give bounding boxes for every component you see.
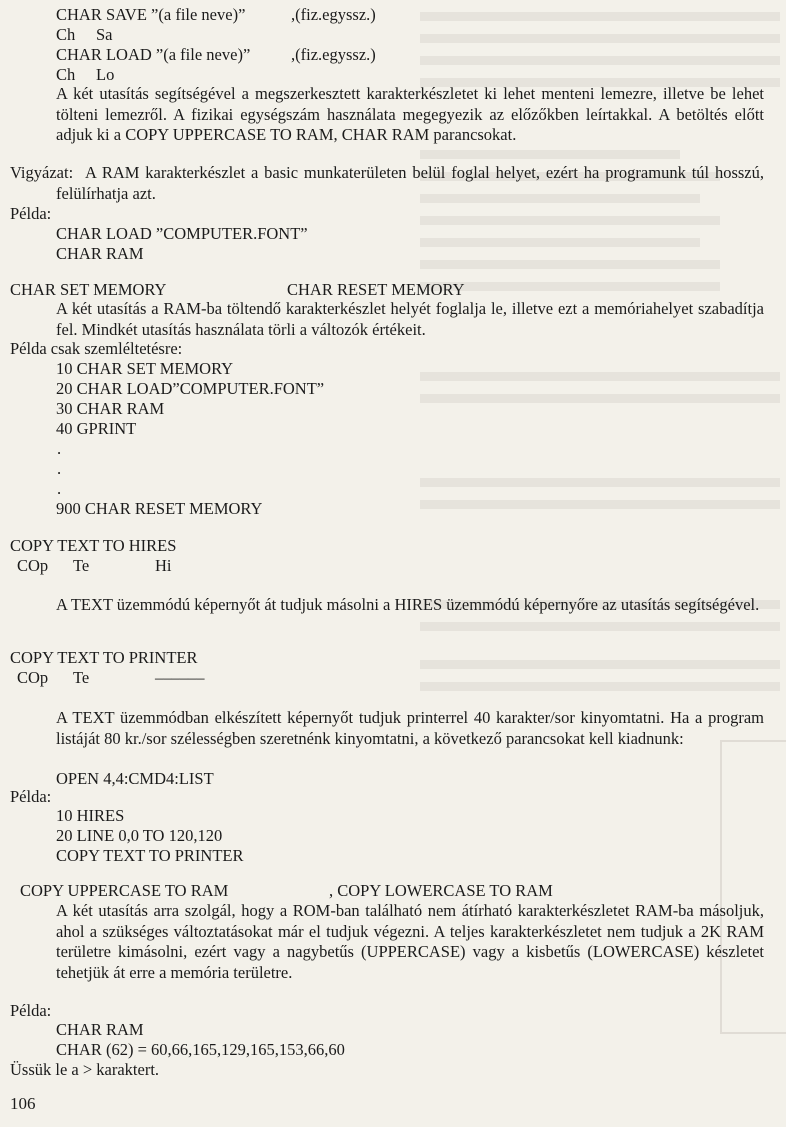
- code-line: 10 HIRES: [56, 806, 125, 825]
- code-line: OPEN 4,4:CMD4:LIST: [56, 769, 214, 788]
- uppercase-paragraph: A két utasítás arra szolgál, hogy a ROM-ban található nem átírható karakterkészletet RAM-ba másoljuk, ahol a szükséges változtatásokat már el tudjuk végezni. A teljes karakterkészletet nem tudjuk a 2K RAM területre kimásolni, ezért vagy a nagybetűs (UPPERCASE) vagy a kisbetűs (LOWERCASE) készletet tehetjük át erre a memória területre.: [56, 901, 764, 982]
- code-line: CHAR RAM: [56, 244, 144, 263]
- abbreviation: ––––––: [155, 668, 205, 687]
- char-save-param: ,(fiz.egyssz.): [291, 5, 376, 24]
- code-line: CHAR LOAD ”COMPUTER.FONT”: [56, 224, 308, 243]
- char-load-param: ,(fiz.egyssz.): [291, 45, 376, 64]
- ellipsis-dot: .: [57, 439, 62, 458]
- section-heading: COPY TEXT TO PRINTER: [10, 648, 198, 667]
- ellipsis-dot: .: [57, 459, 62, 478]
- code-line: 20 LINE 0,0 TO 120,120: [56, 826, 223, 845]
- code-line: 10 CHAR SET MEMORY: [56, 359, 234, 378]
- printer-paragraph: A TEXT üzemmódban elkészített képernyőt tudjuk printerrel 40 karakter/sor kinyomtatni. Ha a program listáját 80 kr./sor szélességben szeretnénk kinyomtatni, a következő parancsokat kell kiadnunk:: [56, 708, 764, 748]
- example-label: Példa:: [10, 204, 52, 223]
- example-label: Példa csak szemléltetésre:: [10, 339, 183, 358]
- ellipsis-dot: .: [57, 479, 62, 498]
- char-save-abbr-b: Sa: [96, 25, 113, 44]
- code-line: 900 CHAR RESET MEMORY: [56, 499, 263, 518]
- page-number: 106: [10, 1094, 36, 1113]
- memory-paragraph: A két utasítás a RAM-ba töltendő karakterkészlet helyét foglalja le, illetve ezt a memóriahelyet szabadítja fel. Mindkét utasítás használata törli a változók értékeit.: [56, 299, 764, 339]
- abbreviation: COp: [17, 668, 49, 687]
- section-heading: , COPY LOWERCASE TO RAM: [329, 881, 553, 900]
- section-heading: COPY UPPERCASE TO RAM: [20, 881, 229, 900]
- section-heading: CHAR RESET MEMORY: [287, 280, 465, 299]
- char-save-load-paragraph: A két utasítás segítségével a megszerkesztett karakterkészletet ki lehet menteni lemezre, illetve be lehet tölteni lemezről. A fizikai egységszám használata megegyezik az előzőkben leírtakkal. A betöltés előtt adjuk ki a COPY UPPERCASE TO RAM, CHAR RAM parancsokat.: [56, 84, 764, 144]
- char-load-abbr: Ch: [56, 65, 76, 84]
- section-heading: COPY TEXT TO HIRES: [10, 536, 177, 555]
- code-line: 20 CHAR LOAD”COMPUTER.FONT”: [56, 379, 325, 398]
- abbreviation: Te: [73, 668, 90, 687]
- code-line: COPY TEXT TO PRINTER: [56, 846, 244, 865]
- warning-text: A RAM karakterkészlet a basic munkaterületen belül foglal helyet, ezért ha programunk túl hosszú, felülírhatja azt.: [56, 163, 764, 203]
- char-load-abbr-b: Lo: [96, 65, 115, 84]
- char-save-abbr: Ch: [56, 25, 76, 44]
- warning-label: Vigyázat:: [10, 163, 74, 182]
- char-save-syntax: CHAR SAVE ”(a file neve)”: [56, 5, 246, 24]
- section-heading: CHAR SET MEMORY: [10, 280, 167, 299]
- closing-line: Üssük le a > karaktert.: [10, 1060, 160, 1079]
- code-line: CHAR (62) = 60,66,165,129,165,153,66,60: [56, 1040, 345, 1059]
- abbreviation: Te: [73, 556, 90, 575]
- code-line: CHAR RAM: [56, 1020, 144, 1039]
- hires-paragraph: A TEXT üzemmódú képernyőt át tudjuk másolni a HIRES üzemmódú képernyőre az utasítás segítségével.: [56, 595, 760, 614]
- char-load-syntax: CHAR LOAD ”(a file neve)”: [56, 45, 251, 64]
- example-label: Példa:: [10, 787, 52, 806]
- code-line: 40 GPRINT: [56, 419, 137, 438]
- abbreviation: COp: [17, 556, 49, 575]
- example-label: Példa:: [10, 1001, 52, 1020]
- abbreviation: Hi: [155, 556, 172, 575]
- code-line: 30 CHAR RAM: [56, 399, 165, 418]
